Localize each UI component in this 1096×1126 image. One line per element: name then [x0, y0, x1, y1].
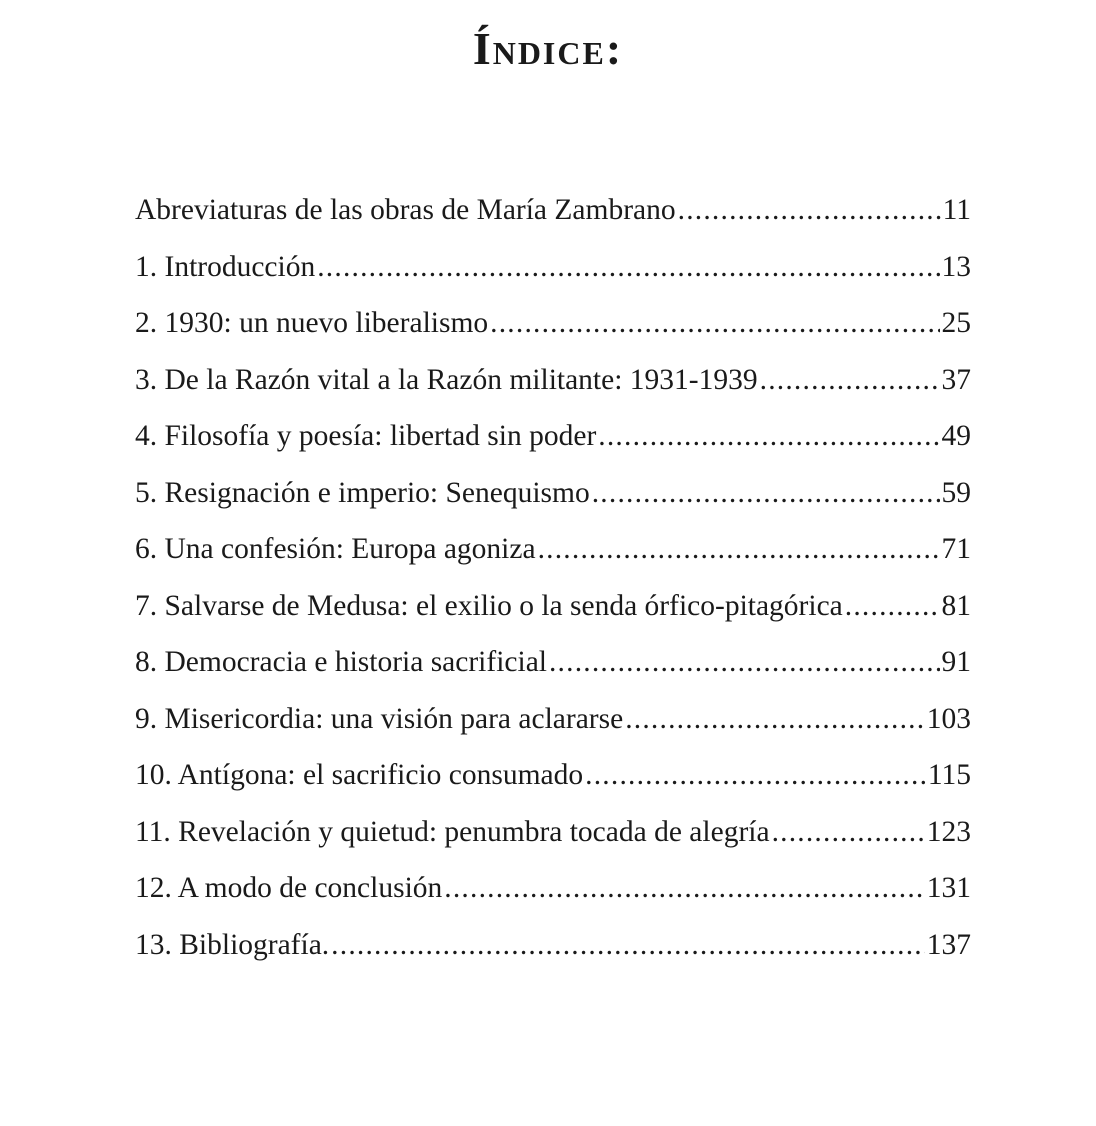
toc-entry-page: 115 — [927, 759, 971, 791]
dot-leader — [317, 239, 939, 296]
toc-entry — [135, 408, 971, 465]
dot-leader — [772, 804, 925, 861]
toc-entry-label: 1. Introducción — [135, 250, 316, 283]
dot-leader — [598, 408, 939, 465]
toc-entry-label: 7. Salvarse de Medusa: el exilio o la senda órfico-pitagórica — [135, 589, 843, 622]
toc-entry-page: 49 — [941, 420, 971, 452]
toc-entry — [135, 352, 971, 409]
toc-entry-label: 3. De la Razón vital a la Razón militante: 1931-1939 — [135, 363, 758, 396]
dot-leader — [592, 465, 940, 522]
toc-entry — [135, 860, 971, 917]
toc-entry — [135, 295, 971, 352]
toc-entry-page: 37 — [941, 363, 971, 396]
toc-entry-page: 131 — [926, 872, 971, 904]
toc-entry-page: 137 — [926, 928, 971, 961]
toc-entry-label: 13. Bibliografía. — [135, 928, 330, 961]
toc-entry — [135, 634, 971, 691]
toc-entry-label: 11. Revelación y quietud: penumbra tocada de alegría — [135, 815, 770, 848]
toc-entry — [135, 804, 971, 861]
index-title: Índice: — [472, 23, 624, 74]
toc-entry-label: 8. Democracia e historia sacrificial — [135, 646, 547, 678]
toc-entry-label: 9. Misericordia: una visión para aclararse — [135, 702, 624, 735]
dot-leader — [585, 747, 926, 804]
toc-entry — [135, 182, 971, 239]
toc-entry-page: 91 — [941, 646, 971, 678]
toc-entry-page: 59 — [941, 476, 971, 509]
toc-entry-page: 123 — [926, 815, 971, 848]
toc-entry-label: 4. Filosofía y poesía: libertad sin poder — [135, 420, 597, 452]
toc-entry-page: 13 — [941, 250, 971, 283]
toc-entry — [135, 578, 971, 635]
dot-leader — [331, 917, 925, 974]
toc-entry — [135, 239, 971, 296]
toc-entry-page: 25 — [941, 307, 971, 339]
toc-entry — [135, 465, 971, 522]
toc-entry-label: 5. Resignación e imperio: Senequismo — [135, 476, 590, 509]
dot-leader — [845, 578, 940, 635]
dot-leader — [549, 634, 940, 691]
toc-entry-label: 6. Una confesión: Europa agoniza — [135, 533, 536, 565]
dot-leader — [444, 860, 924, 917]
toc-entry-page: 11 — [942, 194, 971, 226]
toc-entry-label: 12. A modo de conclusión — [135, 872, 443, 904]
toc-entry-page: 81 — [941, 589, 971, 622]
toc-entry-label: 2. 1930: un nuevo liberalismo — [135, 307, 489, 339]
dot-leader — [490, 295, 939, 352]
toc-entry — [135, 691, 971, 748]
dot-leader — [625, 691, 925, 748]
toc-entry-page: 103 — [926, 702, 971, 735]
toc-entry — [135, 747, 971, 804]
dot-leader — [760, 352, 940, 409]
toc-entry-page: 71 — [941, 533, 971, 565]
toc-entry — [135, 521, 971, 578]
table-of-contents — [135, 182, 971, 973]
toc-entry-label: 10. Antígona: el sacrificio consumado — [135, 759, 584, 791]
dot-leader — [678, 182, 941, 239]
toc-entry-label: Abreviaturas de las obras de María Zambrano — [135, 194, 676, 226]
toc-entry — [135, 917, 971, 974]
dot-leader — [538, 521, 940, 578]
